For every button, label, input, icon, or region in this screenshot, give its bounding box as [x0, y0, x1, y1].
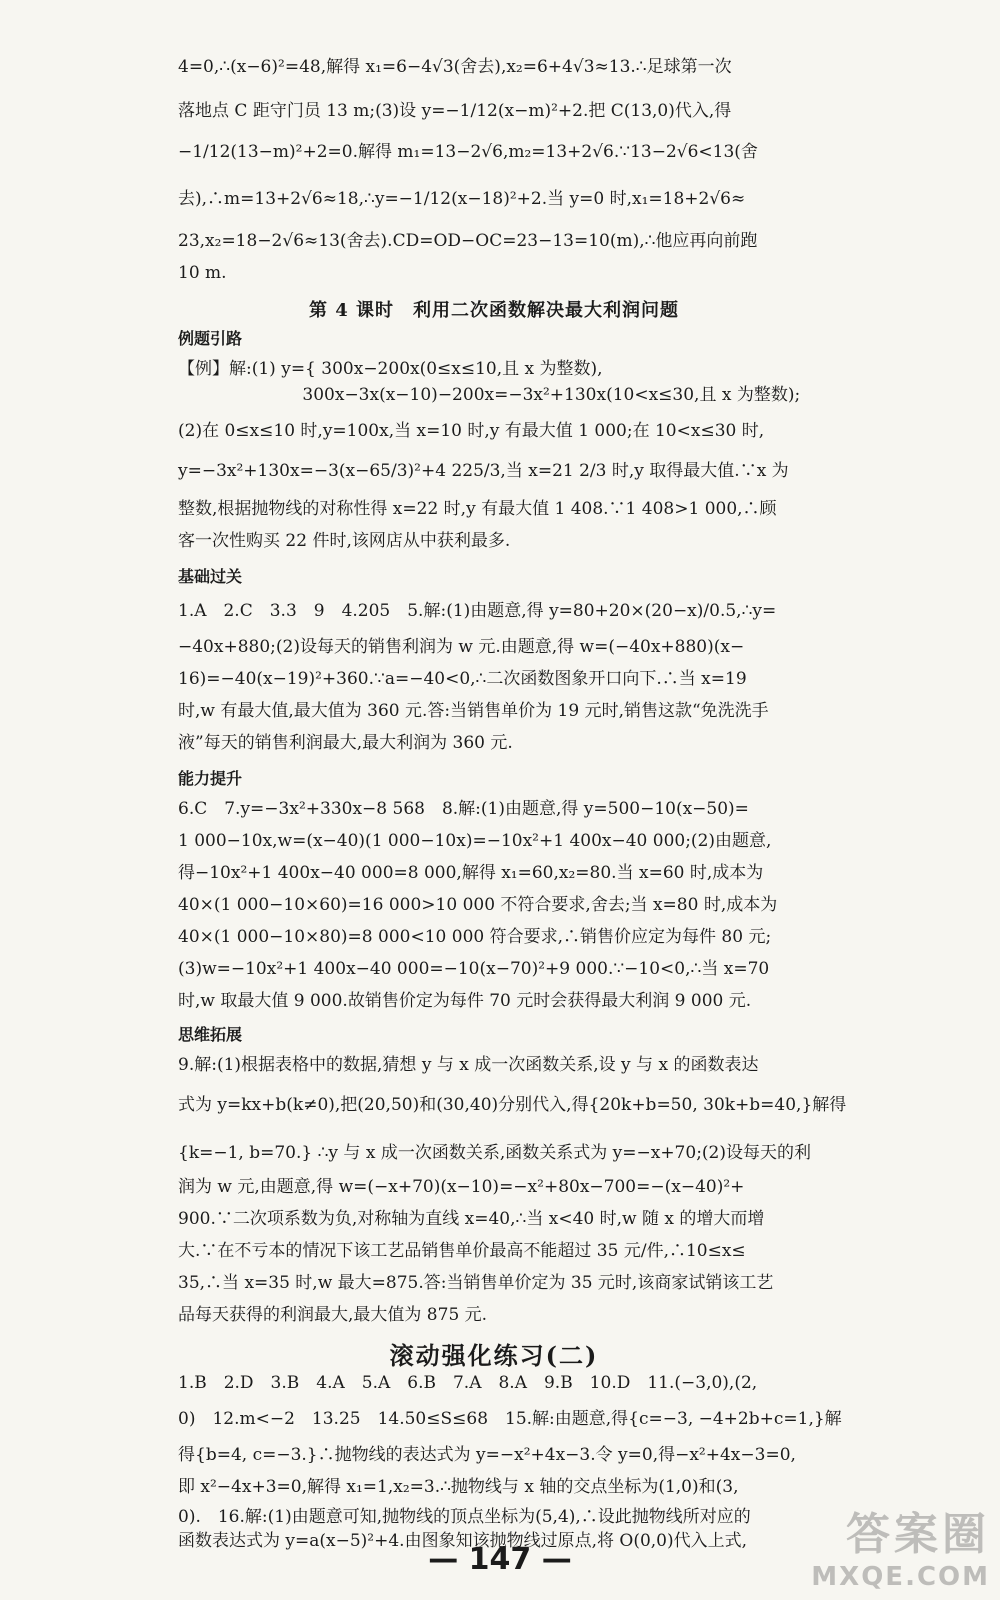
text-line: 4=0,∴(x−6)²=48,解得 x₁=6−4√3(舍去),x₂=6+4√3≈13.∴足球第一次: [178, 57, 732, 77]
text-line: 时,w 有最大值,最大值为 360 元.答:当销售单价为 19 元时,销售这款“免洗洗手: [178, 701, 769, 721]
text-line: 得{b=4, c=−3.}∴抛物线的表达式为 y=−x²+4x−3.令 y=0,得−x²+4x−3=0,: [178, 1445, 796, 1465]
text-line: 整数,根据抛物线的对称性得 x=22 时,y 有最大值 1 408.∵1 408>1 000,∴顾: [178, 499, 777, 519]
text-line: 1.B 2.D 3.B 4.A 5.A 6.B 7.A 8.A 9.B 10.D 11.(−3,0),(2,: [178, 1373, 758, 1393]
section-heading: 基础过关: [178, 567, 243, 586]
text-line: 0). 16.解:(1)由题意可知,抛物线的顶点坐标为(5,4),∴设此抛物线所对应的: [178, 1507, 751, 1527]
text-line: 16)=−40(x−19)²+360.∵a=−40<0,∴二次函数图象开口向下.∴当 x=19: [178, 669, 747, 689]
text-line: 函数表达式为 y=a(x−5)²+4.由图象知该抛物线过原点,将 O(0,0)代入上式,: [178, 1531, 748, 1551]
text-line: 品每天获得的利润最大,最大值为 875 元.: [178, 1305, 488, 1325]
text-line: −40x+880;(2)设每天的销售利润为 w 元.由题意,得 w=(−40x+880)(x−: [178, 637, 745, 657]
text-line: (2)在 0≤x≤10 时,y=100x,当 x=10 时,y 有最大值 1 000;在 10<x≤30 时,: [178, 421, 765, 441]
text-line: 40×(1 000−10×80)=8 000<10 000 符合要求,∴销售价应定为每件 80 元;: [178, 927, 772, 947]
text-line: 大.∵在不亏本的情况下该工艺品销售单价最高不能超过 35 元/件,∴10≤x≤: [178, 1241, 746, 1261]
watermark-text: 答案圈: [846, 1509, 990, 1560]
text-line: 0) 12.m<−2 13.25 14.50≤S≤68 15.解:由题意,得{c=−3, −4+2b+c=1,}解: [178, 1409, 842, 1429]
review-title: 滚动强化练习(二): [389, 1341, 599, 1370]
text-line: 900.∵二次项系数为负,对称轴为直线 x=40,∴当 x<40 时,w 随 x 的增大而增: [178, 1209, 765, 1229]
text-line: {k=−1, b=70.} ∴y 与 x 成一次函数关系,函数关系式为 y=−x+70;(2)设每天的利: [178, 1143, 812, 1163]
text-line: 去),∴m=13+2√6≈18,∴y=−1/12(x−18)²+2.当 y=0 时,x₁=18+2√6≈: [178, 189, 746, 209]
text-line: 得−10x²+1 400x−40 000=8 000,解得 x₁=60,x₂=80.当 x=60 时,成本为: [178, 863, 764, 883]
text-line: 40×(1 000−10×60)=16 000>10 000 不符合要求,舍去;当 x=80 时,成本为: [178, 895, 778, 915]
text-line: 1 000−10x,w=(x−40)(1 000−10x)=−10x²+1 400x−40 000;(2)由题意,: [178, 831, 772, 851]
text-line: 【例】解:(1) y={ 300x−200x(0≤x≤10,且 x 为整数),: [178, 359, 603, 379]
text-line: 即 x²−4x+3=0,解得 x₁=1,x₂=3.∴抛物线与 x 轴的交点坐标为(1,0)和(3,: [178, 1477, 739, 1497]
text-line: 10 m.: [178, 263, 227, 283]
text-line: 6.C 7.y=−3x²+330x−8 568 8.解:(1)由题意,得 y=500−10(x−50)=: [178, 799, 749, 819]
text-line: 23,x₂=18−2√6≈13(舍去).CD=OD−OC=23−13=10(m),∴他应再向前跑: [178, 231, 758, 251]
lesson-title: 第 4 课时 利用二次函数解决最大利润问题: [308, 300, 680, 321]
section-heading: 思维拓展: [178, 1025, 243, 1044]
text-line: 液”每天的销售利润最大,最大利润为 360 元.: [178, 733, 513, 753]
text-line: 35,∴当 x=35 时,w 最大=875.答:当销售单价定为 35 元时,该商家试销该工艺: [178, 1273, 774, 1293]
text-line: 润为 w 元,由题意,得 w=(−x+70)(x−10)=−x²+80x−700=−(x−40)²+: [178, 1177, 745, 1197]
watermark: [811, 1498, 990, 1592]
text-line: 300x−3x(x−10)−200x=−3x²+130x(10<x≤30,且 x 为整数);: [178, 385, 801, 405]
text-line: (3)w=−10x²+1 400x−40 000=−10(x−70)²+9 000.∵−10<0,∴当 x=70: [178, 959, 770, 979]
watermark-url: MXQE.COM: [811, 1562, 990, 1592]
text-line: 落地点 C 距守门员 13 m;(3)设 y=−1/12(x−m)²+2.把 C(13,0)代入,得: [178, 101, 732, 121]
text-line: 客一次性购买 22 件时,该网店从中获利最多.: [178, 531, 511, 551]
text-line: 9.解:(1)根据表格中的数据,猜想 y 与 x 成一次函数关系,设 y 与 x 的函数表达: [178, 1055, 759, 1075]
text-line: −1/12(13−m)²+2=0.解得 m₁=13−2√6,m₂=13+2√6.∵13−2√6<13(舍: [178, 142, 758, 162]
section-heading: 例题引路: [178, 329, 243, 348]
page-number: — 147 —: [428, 1542, 572, 1577]
text-line: y=−3x²+130x=−3(x−65/3)²+4 225/3,当 x=21 2/3 时,y 取得最大值.∵x 为: [178, 461, 789, 481]
text-line: 1.A 2.C 3.3 9 4.205 5.解:(1)由题意,得 y=80+20×(20−x)/0.5,∴y=: [178, 601, 777, 621]
text-line: 时,w 取最大值 9 000.故销售价定为每件 70 元时会获得最大利润 9 000 元.: [178, 991, 752, 1011]
section-heading: 能力提升: [178, 769, 243, 788]
text-line: 式为 y=kx+b(k≠0),把(20,50)和(30,40)分别代入,得{20k+b=50, 30k+b=40,}解得: [178, 1095, 847, 1115]
